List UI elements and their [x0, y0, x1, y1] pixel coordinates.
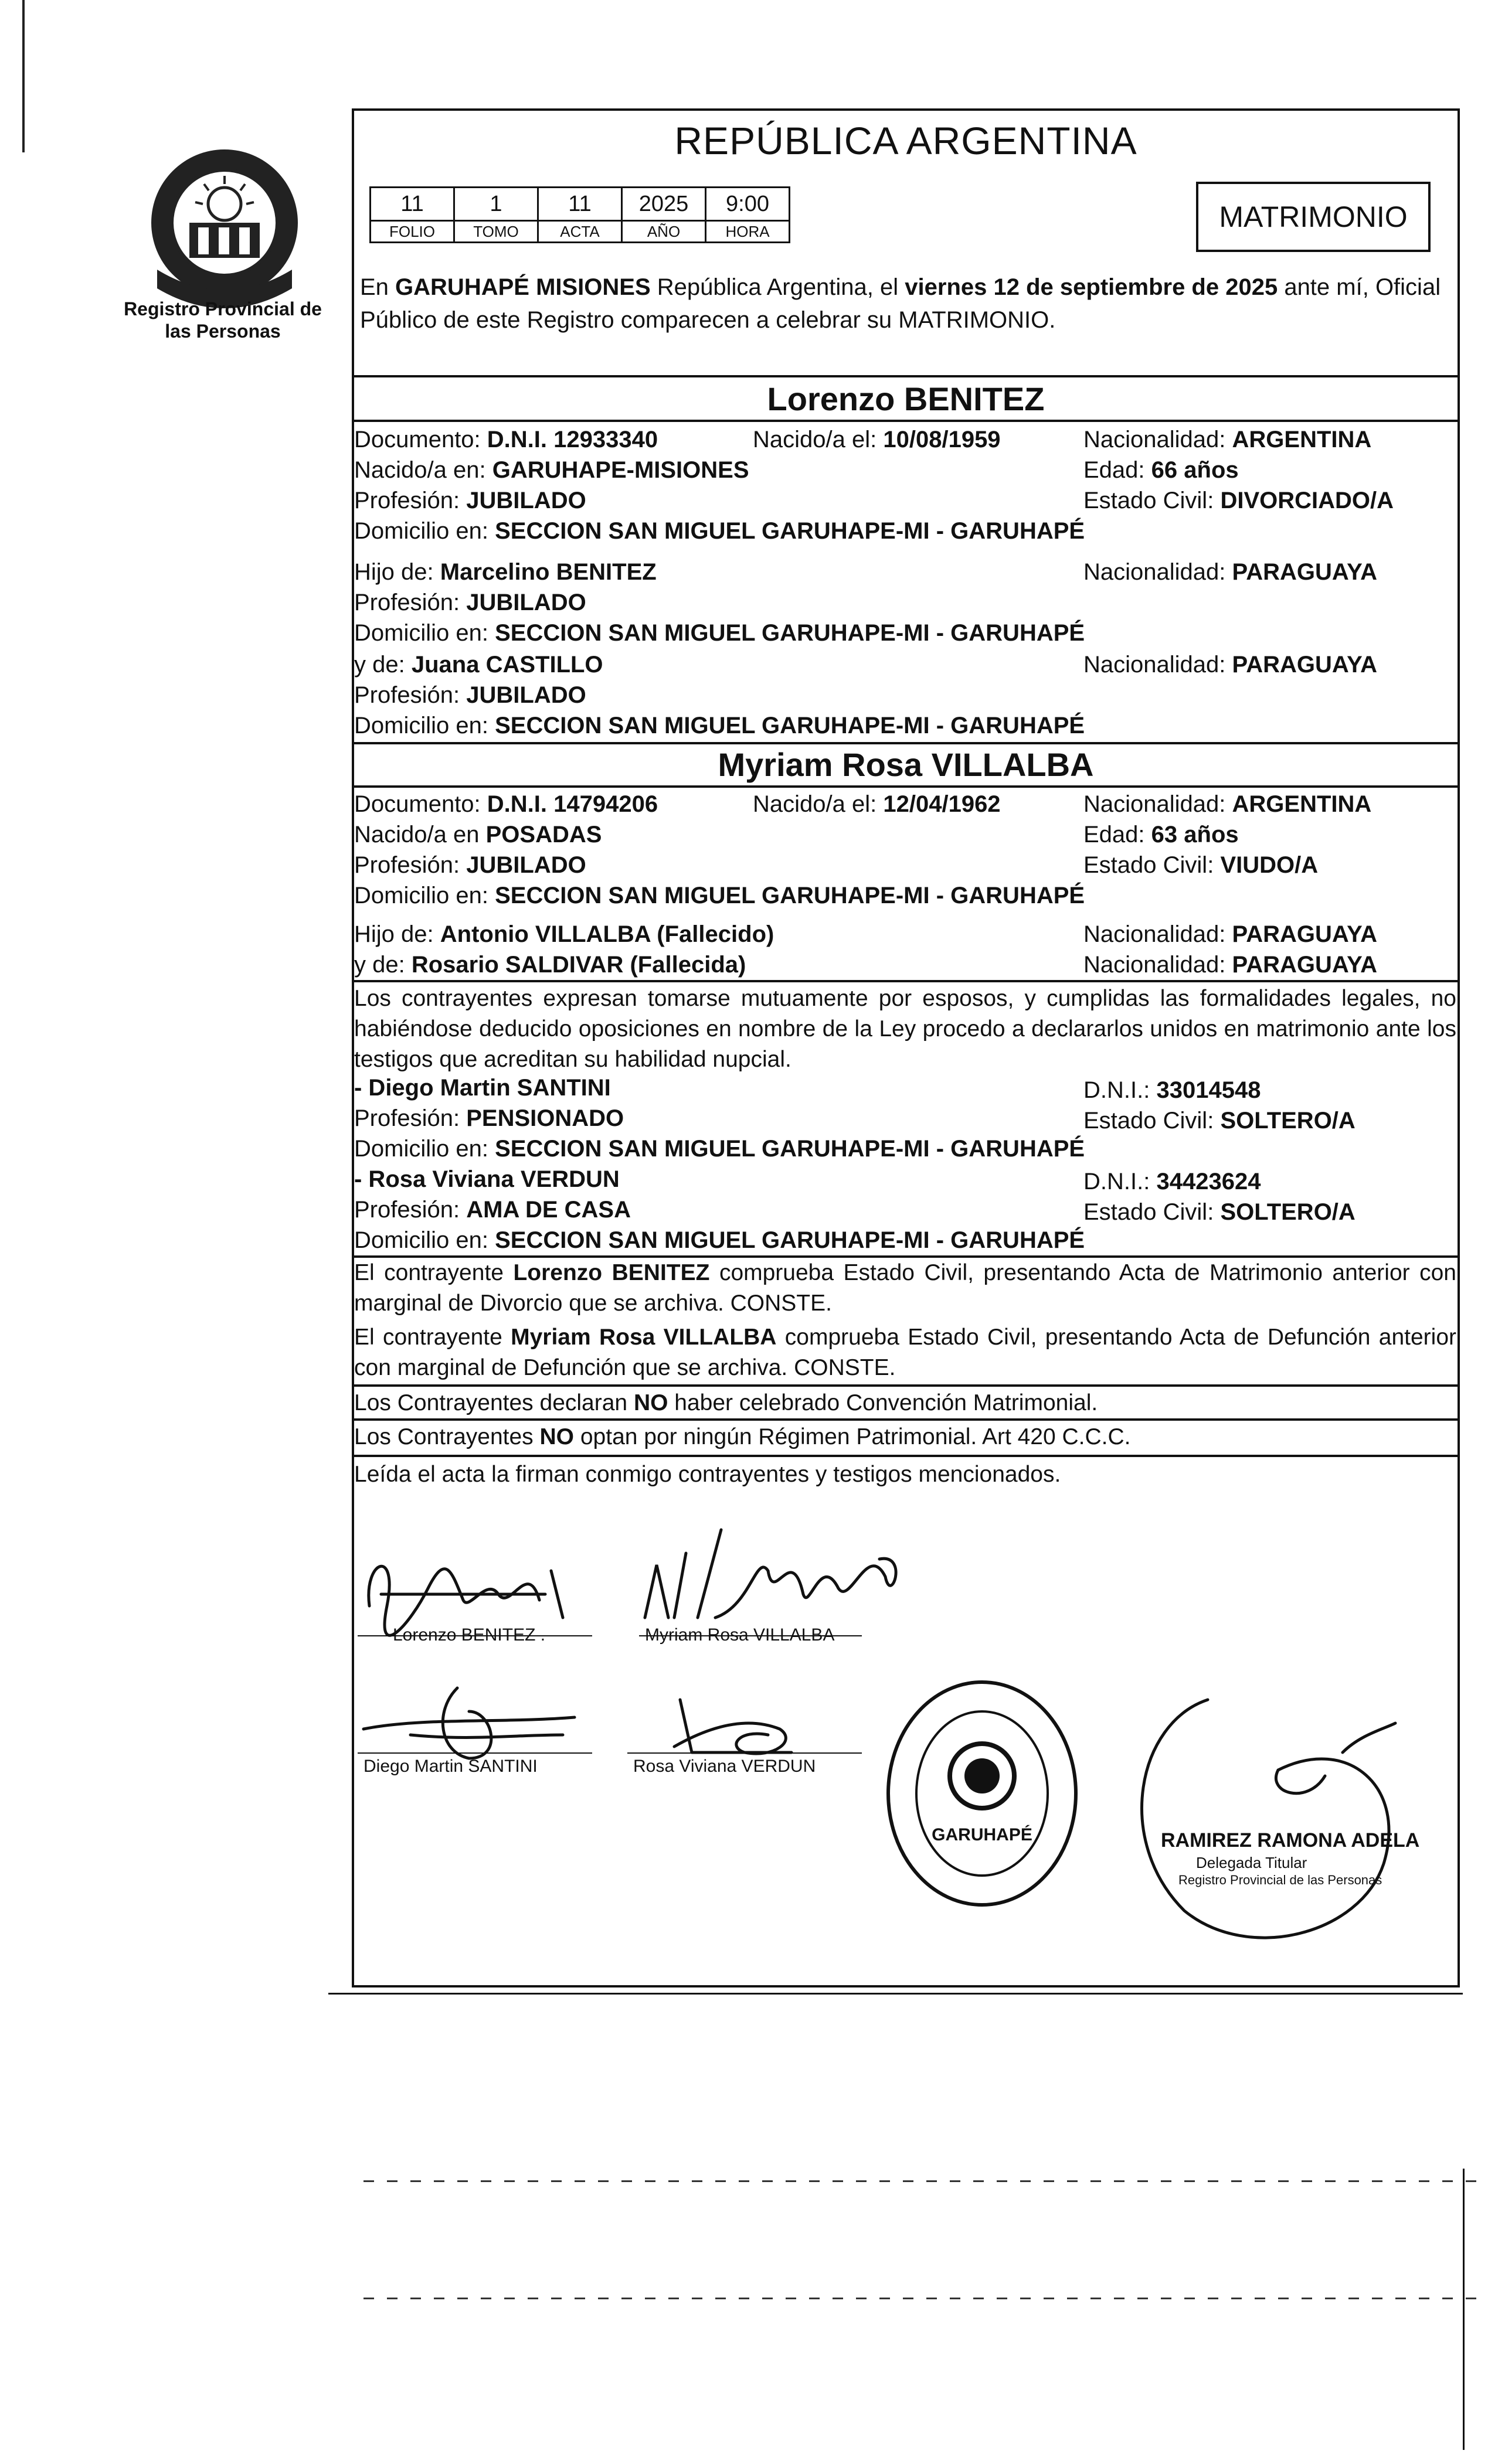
hora-label: HORA — [706, 221, 790, 243]
sig-label-myriam: Myriam Rosa VILLALBA — [645, 1625, 835, 1645]
divider — [352, 1418, 1460, 1421]
witness-2-civil: Estado Civil: SOLTERO/A — [1083, 1199, 1355, 1225]
signature-myriam — [633, 1518, 915, 1635]
c1-mother-domicile: Domicilio en: SECCION SAN MIGUEL GARUHAPE-MI - GARUHAPÉ — [354, 713, 1085, 738]
divider — [352, 375, 1460, 377]
c2-father-nationality: Nacionalidad: PARAGUAYA — [1083, 921, 1377, 947]
c1-doc: Documento: D.N.I. 12933340 — [354, 427, 658, 452]
registry-logo — [134, 135, 315, 316]
dashed-rule — [363, 2298, 1477, 2299]
divider — [352, 1384, 1460, 1387]
contrayente-1-name: Lorenzo BENITEZ — [767, 380, 1045, 417]
sig-label-lorenzo: Lorenzo BENITEZ . — [393, 1625, 546, 1645]
c1-nationality: Nacionalidad: ARGENTINA — [1083, 427, 1372, 452]
logo-caption: Registro Provincial de las Personas — [124, 298, 322, 342]
hora-value: 9:00 — [706, 188, 790, 221]
acta-label: ACTA — [538, 221, 622, 243]
divider — [352, 980, 1460, 982]
c2-profession: Profesión: JUBILADO — [354, 852, 586, 878]
witness-1-profession: Profesión: PENSIONADO — [354, 1105, 624, 1131]
note-2: El contrayente Myriam Rosa VILLALBA comprueba Estado Civil, presentando Acta de Defunción anterior con marginal de Defunción que se archiva. CONSTE. — [354, 1325, 1456, 1380]
witness-2-name: - Rosa Viviana VERDUN — [354, 1166, 620, 1192]
margin-rule — [22, 0, 25, 152]
c2-age: Edad: 63 años — [1083, 822, 1239, 848]
sig-line — [358, 1752, 592, 1754]
divider — [352, 1455, 1460, 1457]
c1-profession: Profesión: JUBILADO — [354, 488, 586, 513]
witness-2-dni: D.N.I.: 34423624 — [1083, 1169, 1261, 1194]
right-margin-rule — [1463, 2169, 1465, 2450]
stamp-line-3: Registro Provincial de las Personas — [1178, 1873, 1382, 1887]
c2-nationality: Nacionalidad: ARGENTINA — [1083, 791, 1372, 817]
c1-father-nationality: Nacionalidad: PARAGUAYA — [1083, 559, 1377, 585]
ano-label: AÑO — [622, 221, 706, 243]
c1-father: Hijo de: Marcelino BENITEZ — [354, 559, 657, 585]
c1-born: Nacido/a el: 10/08/1959 — [753, 427, 1001, 452]
sig-line — [627, 1752, 862, 1754]
seal-center-text: GARUHAPÉ — [932, 1825, 1032, 1844]
c2-civil: Estado Civil: VIUDO/A — [1083, 852, 1319, 878]
divider — [352, 420, 1460, 422]
c1-birthplace: Nacido/a en: GARUHAPE-MISIONES — [354, 457, 749, 483]
c2-mother: y de: Rosario SALDIVAR (Fallecida) — [354, 952, 746, 978]
country-title: REPÚBLICA ARGENTINA — [674, 119, 1137, 162]
c1-father-domicile: Domicilio en: SECCION SAN MIGUEL GARUHAPE-MI - GARUHAPÉ — [354, 620, 1085, 646]
witness-1-name: - Diego Martin SANTINI — [354, 1075, 611, 1101]
contrayente-2-name: Myriam Rosa VILLALBA — [718, 746, 1094, 783]
witness-2-profession: Profesión: AMA DE CASA — [354, 1197, 631, 1223]
folio-value: 11 — [371, 188, 454, 221]
dashed-rule — [363, 2180, 1477, 2182]
c1-mother: y de: Juana CASTILLO — [354, 652, 603, 678]
c2-doc: Documento: D.N.I. 14794206 — [354, 791, 658, 817]
intro-text: En GARUHAPÉ MISIONES República Argentina, el viernes 12 de septiembre de 2025 ante mí, Oficial Público de este Registro comparecen a celebrar su MATRIMONIO. — [360, 274, 1441, 333]
acta-value: 11 — [538, 188, 622, 221]
closing-text: Leída el acta la firman conmigo contrayentes y testigos mencionados. — [354, 1462, 1061, 1487]
sig-label-diego: Diego Martin SANTINI — [363, 1757, 538, 1776]
c1-father-profession: Profesión: JUBILADO — [354, 590, 586, 615]
official-stamp — [1114, 1688, 1442, 1993]
c2-mother-nationality: Nacionalidad: PARAGUAYA — [1083, 952, 1377, 978]
stamp-line-2: Delegada Titular — [1196, 1854, 1307, 1871]
c1-mother-profession: Profesión: JUBILADO — [354, 682, 586, 708]
note-4: Los Contrayentes NO optan por ningún Régimen Patrimonial. Art 420 C.C.C. — [354, 1424, 1131, 1449]
folio-label: FOLIO — [371, 221, 454, 243]
c2-born: Nacido/a el: 12/04/1962 — [753, 791, 1001, 817]
tomo-value: 1 — [454, 188, 538, 221]
c1-mother-nationality: Nacionalidad: PARAGUAYA — [1083, 652, 1377, 678]
record-type-box: MATRIMONIO — [1196, 182, 1431, 252]
witness-2-domicile: Domicilio en: SECCION SAN MIGUEL GARUHAPE-MI - GARUHAPÉ — [354, 1227, 1085, 1253]
tomo-label: TOMO — [454, 221, 538, 243]
c2-domicile: Domicilio en: SECCION SAN MIGUEL GARUHAPE-MI - GARUHAPÉ — [354, 883, 1085, 908]
c2-birthplace: Nacido/a en POSADAS — [354, 822, 602, 848]
sig-label-rosa: Rosa Viviana VERDUN — [633, 1757, 816, 1776]
declaration-text: Los contrayentes expresan tomarse mutuamente por esposos, y cumplidas las formalidades legales, no habiéndose deducido oposiciones en nombre de la Ley procedo a declararlos unidos en matrimonio ante los testigos que acreditan su habilidad nupcial. — [354, 986, 1456, 1072]
ano-value: 2025 — [622, 188, 706, 221]
bottom-rule — [328, 1993, 1463, 1995]
c1-age: Edad: 66 años — [1083, 457, 1239, 483]
note-1: El contrayente Lorenzo BENITEZ comprueba Estado Civil, presentando Acta de Matrimonio anterior con marginal de Divorcio que se archiva. CONSTE. — [354, 1260, 1456, 1316]
witness-1-civil: Estado Civil: SOLTERO/A — [1083, 1108, 1355, 1134]
registration-table — [369, 186, 790, 243]
witness-1-domicile: Domicilio en: SECCION SAN MIGUEL GARUHAPE-MI - GARUHAPÉ — [354, 1136, 1085, 1162]
stamp-line-1: RAMIREZ RAMONA ADELA — [1161, 1829, 1420, 1852]
divider — [352, 785, 1460, 788]
c2-father: Hijo de: Antonio VILLALBA (Fallecido) — [354, 921, 774, 947]
witness-1-dni: D.N.I.: 33014548 — [1083, 1077, 1261, 1103]
c1-civil: Estado Civil: DIVORCIADO/A — [1083, 488, 1394, 513]
divider — [352, 742, 1460, 744]
c1-domicile: Domicilio en: SECCION SAN MIGUEL GARUHAPE-MI - GARUHAPÉ — [354, 518, 1085, 544]
note-3: Los Contrayentes declaran NO haber celebrado Convención Matrimonial. — [354, 1390, 1098, 1415]
registry-seal — [882, 1676, 1082, 1911]
